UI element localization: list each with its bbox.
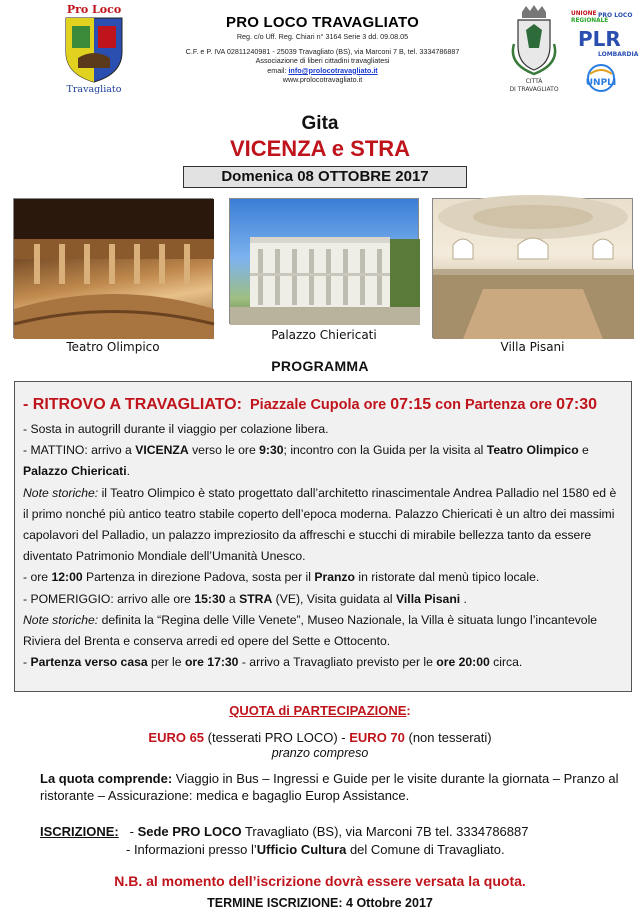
- unpli-bottom: UNPLI: [585, 78, 617, 88]
- registration-label: ISCRIZIONE:: [40, 824, 119, 839]
- org-email-line: [150, 66, 495, 76]
- trip-date: Domenica 08 OTTOBRE 2017: [183, 166, 467, 188]
- trip-destination: VICENZA e STRA: [229, 136, 411, 161]
- header-info: [150, 14, 495, 85]
- unpli-line1: UNIONE: [571, 11, 597, 17]
- registration: ISCRIZIONE: - Sede PRO LOCO Travagliato (BS), via Marconi 7B tel. 3334786887 - Informazioni presso l’Ufficio Cultura del Comune di Travagliato.: [40, 823, 620, 859]
- logo-bottom-text: Travagliato: [66, 84, 122, 95]
- email-label: email:: [267, 65, 289, 75]
- meeting-point: - RITROVO A TRAVAGLIATO: Piazzale Cupola ore 07:15 con Partenza ore 07:30: [23, 396, 597, 413]
- city-logo-line2: DI TRAVAGLIATO: [509, 86, 559, 93]
- quota-includes: La quota comprende: Viaggio in Bus – Ingressi e Guide per le visite durante la giornata – Pranzo al ristorante – Assicurazione: medica e bagaglio Europ Assistance.: [40, 771, 619, 803]
- quota-title: QUOTA di PARTECIPAZIONE:: [229, 703, 411, 718]
- pro-loco-logo: [58, 2, 130, 94]
- org-name: PRO LOCO TRAVAGLIATO: [226, 14, 419, 31]
- program-line-stop: - Sosta in autogrill durante il viaggio per colazione libera.: [23, 422, 329, 436]
- unpli-logo: [568, 6, 639, 98]
- registration-info: - Informazioni presso l’Ufficio Cultura del Comune di Travagliato.: [126, 842, 505, 857]
- city-crest-logo: [504, 4, 564, 94]
- org-address: C.F. e P. IVA 02811240981 - 25039 Travagliato (BS), via Marconi 7 B, tel. 3334786887: [185, 46, 460, 56]
- org-assoc: Associazione di liberi cittadini travagliatesi: [255, 56, 390, 66]
- photo-caption-palazzo: Palazzo Chiericati: [271, 328, 377, 342]
- photo-caption-teatro: Teatro Olimpico: [66, 340, 160, 354]
- city-logo-line1: CITTÀ: [525, 78, 543, 85]
- unpli-mark: PLR: [578, 27, 621, 51]
- quota-prices: EURO 65 (tesserati PRO LOCO) - EURO 70 (non tesserati): [148, 730, 492, 745]
- website-link[interactable]: www.prolocotravagliato.it: [282, 75, 363, 85]
- program-note-stra: Note storiche: definita la “Regina delle Ville Venete”, Museo Nazionale, la Villa è situata lungo l’incantevole Riviera del Brenta e conserva arredi ed opere del Sette e Ottocento.: [23, 612, 598, 649]
- teatro-olimpico-photo: [13, 198, 213, 338]
- program-heading: PROGRAMMA: [271, 358, 369, 374]
- palazzo-chiericati-photo: [229, 198, 419, 324]
- unpli-line3: PRO LOCO: [598, 12, 633, 19]
- program-line-morning: - MATTINO: arrivo a VICENZA verso le ore 9:30; incontro con la Guida per la visita al Teatro Olimpico e Palazzo Chiericati.: [23, 443, 589, 479]
- org-reg: Reg. c/o Uff. Reg. Chiari n° 3164 Serie 3 dd. 09.08.05: [236, 32, 409, 41]
- email-link[interactable]: info@prolocotravagliato.it: [288, 65, 378, 75]
- villa-pisani-photo: [432, 198, 633, 338]
- logo-top-text: Pro Loco: [66, 3, 122, 16]
- program-line-return: - Partenza verso casa per le ore 17:30 - arrivo a Travagliato previsto per le ore 20:00 circa.: [23, 655, 523, 670]
- photo-caption-villa: Villa Pisani: [500, 340, 565, 354]
- unpli-line4: LOMBARDIA: [598, 51, 639, 58]
- nota-bene: N.B. al momento dell’iscrizione dovrà essere versata la quota.: [114, 873, 526, 889]
- program-note-vicenza: Note storiche: il Teatro Olimpico è stato progettato dall’architetto rinascimentale Andrea Palladio nel 1580 ed è il primo nonché più antico teatro stabile coperto dell’epoca moderna. Palazzo Chiericati è un altro dei massimi capolavori del Palladio, un palazzo impreziosito da affreschi e stucchi di mirabile bellezza tanto da essere diventato Patrimonio Mondiale dell’Umanità Unesco.: [23, 485, 617, 564]
- program-line-afternoon: - POMERIGGIO: arrivo alle ore 15:30 a STRA (VE), Visita guidata al Villa Pisani .: [23, 591, 467, 606]
- program-line-lunch: - ore 12:00 Partenza in direzione Padova, sosta per il Pranzo in ristorate dal menù tipico locale.: [23, 570, 540, 585]
- quota-subtitle: pranzo compreso: [271, 746, 369, 760]
- program-box: [14, 381, 632, 692]
- registration-deadline: TERMINE ISCRIZIONE: 4 Ottobre 2017: [207, 896, 433, 910]
- trip-label: Gita: [301, 113, 339, 134]
- unpli-line2: REGIONALE: [571, 18, 609, 24]
